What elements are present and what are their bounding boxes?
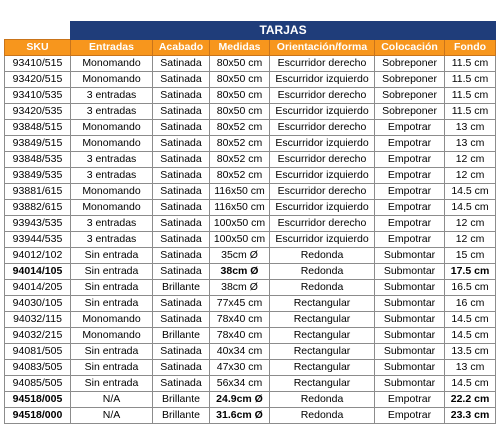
cell-entradas: Monomando bbox=[71, 56, 153, 72]
tarjas-table bbox=[4, 21, 496, 424]
cell-fondo: 17.5 cm bbox=[445, 264, 496, 280]
table-row bbox=[5, 104, 496, 120]
cell-acabado: Satinada bbox=[153, 216, 210, 232]
cell-fondo: 16.5 cm bbox=[445, 280, 496, 296]
column-header-orientacion: Orientación/forma bbox=[270, 40, 375, 56]
cell-orientacion: Escurridor izquierdo bbox=[270, 136, 375, 152]
cell-colocacion: Submontar bbox=[375, 312, 445, 328]
cell-acabado: Brillante bbox=[153, 392, 210, 408]
cell-fondo: 23.3 cm bbox=[445, 408, 496, 424]
column-header-acabado: Acabado bbox=[153, 40, 210, 56]
cell-entradas: Sin entrada bbox=[71, 344, 153, 360]
cell-medidas: 116x50 cm bbox=[210, 200, 270, 216]
cell-colocacion: Sobreponer bbox=[375, 104, 445, 120]
table-row bbox=[5, 72, 496, 88]
cell-fondo: 12 cm bbox=[445, 168, 496, 184]
cell-medidas: 77x45 cm bbox=[210, 296, 270, 312]
cell-sku: 93849/515 bbox=[5, 136, 71, 152]
cell-medidas: 80x52 cm bbox=[210, 168, 270, 184]
cell-medidas: 38cm Ø bbox=[210, 280, 270, 296]
cell-entradas: Monomando bbox=[71, 184, 153, 200]
cell-orientacion: Redonda bbox=[270, 408, 375, 424]
cell-acabado: Satinada bbox=[153, 168, 210, 184]
table-row bbox=[5, 360, 496, 376]
cell-entradas: Monomando bbox=[71, 200, 153, 216]
cell-colocacion: Empotrar bbox=[375, 184, 445, 200]
cell-sku: 93410/515 bbox=[5, 56, 71, 72]
cell-orientacion: Escurridor izquierdo bbox=[270, 72, 375, 88]
cell-orientacion: Escurridor izquierdo bbox=[270, 232, 375, 248]
cell-entradas: 3 entradas bbox=[71, 88, 153, 104]
cell-fondo: 14.5 cm bbox=[445, 184, 496, 200]
cell-colocacion: Submontar bbox=[375, 344, 445, 360]
cell-acabado: Brillante bbox=[153, 408, 210, 424]
cell-orientacion: Rectangular bbox=[270, 296, 375, 312]
cell-orientacion: Escurridor derecho bbox=[270, 216, 375, 232]
cell-entradas: Sin entrada bbox=[71, 280, 153, 296]
cell-orientacion: Rectangular bbox=[270, 360, 375, 376]
table-row bbox=[5, 344, 496, 360]
cell-medidas: 80x50 cm bbox=[210, 88, 270, 104]
cell-fondo: 22.2 cm bbox=[445, 392, 496, 408]
table-row bbox=[5, 200, 496, 216]
cell-orientacion: Escurridor izquierdo bbox=[270, 200, 375, 216]
table-row bbox=[5, 232, 496, 248]
cell-colocacion: Empotrar bbox=[375, 200, 445, 216]
cell-entradas: Sin entrada bbox=[71, 296, 153, 312]
cell-colocacion: Empotrar bbox=[375, 136, 445, 152]
table-row bbox=[5, 248, 496, 264]
title-spacer bbox=[5, 22, 71, 40]
cell-fondo: 12 cm bbox=[445, 232, 496, 248]
table-row bbox=[5, 88, 496, 104]
cell-orientacion: Redonda bbox=[270, 264, 375, 280]
cell-orientacion: Rectangular bbox=[270, 376, 375, 392]
cell-acabado: Satinada bbox=[153, 136, 210, 152]
table-row bbox=[5, 280, 496, 296]
cell-entradas: Sin entrada bbox=[71, 248, 153, 264]
cell-entradas: 3 entradas bbox=[71, 104, 153, 120]
table-row bbox=[5, 264, 496, 280]
cell-orientacion: Rectangular bbox=[270, 328, 375, 344]
cell-medidas: 78x40 cm bbox=[210, 328, 270, 344]
cell-sku: 93410/535 bbox=[5, 88, 71, 104]
cell-acabado: Satinada bbox=[153, 296, 210, 312]
cell-orientacion: Escurridor izquierdo bbox=[270, 168, 375, 184]
cell-colocacion: Submontar bbox=[375, 280, 445, 296]
table-title: TARJAS bbox=[71, 22, 496, 40]
table-row bbox=[5, 312, 496, 328]
cell-sku: 93848/515 bbox=[5, 120, 71, 136]
cell-acabado: Satinada bbox=[153, 88, 210, 104]
cell-colocacion: Empotrar bbox=[375, 152, 445, 168]
cell-medidas: 78x40 cm bbox=[210, 312, 270, 328]
cell-acabado: Satinada bbox=[153, 376, 210, 392]
cell-colocacion: Empotrar bbox=[375, 392, 445, 408]
cell-fondo: 13 cm bbox=[445, 136, 496, 152]
cell-medidas: 100x50 cm bbox=[210, 216, 270, 232]
cell-acabado: Satinada bbox=[153, 152, 210, 168]
table-row bbox=[5, 392, 496, 408]
table-row bbox=[5, 168, 496, 184]
cell-sku: 93943/535 bbox=[5, 216, 71, 232]
cell-fondo: 12 cm bbox=[445, 152, 496, 168]
cell-entradas: 3 entradas bbox=[71, 168, 153, 184]
cell-acabado: Satinada bbox=[153, 72, 210, 88]
table-row bbox=[5, 152, 496, 168]
cell-entradas: Sin entrada bbox=[71, 376, 153, 392]
cell-sku: 93882/615 bbox=[5, 200, 71, 216]
cell-fondo: 14.5 cm bbox=[445, 328, 496, 344]
cell-sku: 94012/102 bbox=[5, 248, 71, 264]
cell-acabado: Satinada bbox=[153, 344, 210, 360]
cell-fondo: 11.5 cm bbox=[445, 56, 496, 72]
cell-entradas: 3 entradas bbox=[71, 232, 153, 248]
cell-sku: 94032/115 bbox=[5, 312, 71, 328]
cell-sku: 93420/535 bbox=[5, 104, 71, 120]
cell-sku: 93881/615 bbox=[5, 184, 71, 200]
cell-sku: 94032/215 bbox=[5, 328, 71, 344]
cell-entradas: Monomando bbox=[71, 312, 153, 328]
cell-colocacion: Sobreponer bbox=[375, 72, 445, 88]
table-row bbox=[5, 216, 496, 232]
cell-medidas: 80x52 cm bbox=[210, 152, 270, 168]
cell-entradas: Monomando bbox=[71, 136, 153, 152]
cell-entradas: 3 entradas bbox=[71, 216, 153, 232]
column-header-sku: SKU bbox=[5, 40, 71, 56]
cell-fondo: 11.5 cm bbox=[445, 72, 496, 88]
cell-acabado: Satinada bbox=[153, 120, 210, 136]
title-row bbox=[5, 22, 496, 40]
cell-medidas: 80x50 cm bbox=[210, 72, 270, 88]
column-header-medidas: Medidas bbox=[210, 40, 270, 56]
cell-fondo: 11.5 cm bbox=[445, 88, 496, 104]
cell-sku: 93849/535 bbox=[5, 168, 71, 184]
cell-orientacion: Escurridor derecho bbox=[270, 184, 375, 200]
cell-sku: 93944/535 bbox=[5, 232, 71, 248]
cell-acabado: Brillante bbox=[153, 328, 210, 344]
cell-medidas: 38cm Ø bbox=[210, 264, 270, 280]
cell-acabado: Satinada bbox=[153, 200, 210, 216]
cell-colocacion: Submontar bbox=[375, 296, 445, 312]
cell-colocacion: Empotrar bbox=[375, 120, 445, 136]
cell-sku: 94081/505 bbox=[5, 344, 71, 360]
table-row bbox=[5, 408, 496, 424]
cell-colocacion: Empotrar bbox=[375, 408, 445, 424]
table-row bbox=[5, 376, 496, 392]
cell-colocacion: Sobreponer bbox=[375, 88, 445, 104]
cell-medidas: 24.9cm Ø bbox=[210, 392, 270, 408]
cell-acabado: Satinada bbox=[153, 232, 210, 248]
cell-fondo: 13 cm bbox=[445, 120, 496, 136]
cell-sku: 94083/505 bbox=[5, 360, 71, 376]
cell-medidas: 56x34 cm bbox=[210, 376, 270, 392]
cell-entradas: Monomando bbox=[71, 328, 153, 344]
column-header-fondo: Fondo bbox=[445, 40, 496, 56]
cell-fondo: 12 cm bbox=[445, 216, 496, 232]
cell-entradas: 3 entradas bbox=[71, 152, 153, 168]
cell-fondo: 14.5 cm bbox=[445, 312, 496, 328]
cell-orientacion: Escurridor derecho bbox=[270, 56, 375, 72]
cell-entradas: Sin entrada bbox=[71, 360, 153, 376]
table-row bbox=[5, 56, 496, 72]
cell-medidas: 47x30 cm bbox=[210, 360, 270, 376]
cell-entradas: Monomando bbox=[71, 120, 153, 136]
cell-sku: 94030/105 bbox=[5, 296, 71, 312]
cell-medidas: 80x50 cm bbox=[210, 104, 270, 120]
cell-acabado: Satinada bbox=[153, 360, 210, 376]
cell-acabado: Satinada bbox=[153, 184, 210, 200]
table-row bbox=[5, 328, 496, 344]
table-row bbox=[5, 296, 496, 312]
cell-orientacion: Escurridor derecho bbox=[270, 120, 375, 136]
cell-acabado: Satinada bbox=[153, 56, 210, 72]
cell-sku: 94518/005 bbox=[5, 392, 71, 408]
column-header-entradas: Entradas bbox=[71, 40, 153, 56]
cell-medidas: 116x50 cm bbox=[210, 184, 270, 200]
product-sheet bbox=[4, 21, 495, 424]
cell-acabado: Satinada bbox=[153, 312, 210, 328]
cell-entradas: N/A bbox=[71, 392, 153, 408]
cell-colocacion: Submontar bbox=[375, 328, 445, 344]
cell-orientacion: Escurridor derecho bbox=[270, 152, 375, 168]
table-body bbox=[5, 56, 496, 424]
cell-acabado: Satinada bbox=[153, 264, 210, 280]
cell-sku: 94085/505 bbox=[5, 376, 71, 392]
cell-orientacion: Redonda bbox=[270, 392, 375, 408]
cell-acabado: Brillante bbox=[153, 280, 210, 296]
cell-fondo: 13.5 cm bbox=[445, 344, 496, 360]
cell-entradas: Sin entrada bbox=[71, 264, 153, 280]
cell-fondo: 11.5 cm bbox=[445, 104, 496, 120]
table-row bbox=[5, 136, 496, 152]
header-row bbox=[5, 40, 496, 56]
table-row bbox=[5, 184, 496, 200]
cell-acabado: Satinada bbox=[153, 104, 210, 120]
cell-entradas: N/A bbox=[71, 408, 153, 424]
cell-fondo: 16 cm bbox=[445, 296, 496, 312]
cell-fondo: 13 cm bbox=[445, 360, 496, 376]
cell-fondo: 14.5 cm bbox=[445, 200, 496, 216]
cell-medidas: 80x52 cm bbox=[210, 136, 270, 152]
cell-colocacion: Empotrar bbox=[375, 168, 445, 184]
cell-sku: 94014/105 bbox=[5, 264, 71, 280]
cell-medidas: 40x34 cm bbox=[210, 344, 270, 360]
cell-sku: 93420/515 bbox=[5, 72, 71, 88]
cell-medidas: 80x52 cm bbox=[210, 120, 270, 136]
cell-colocacion: Submontar bbox=[375, 264, 445, 280]
cell-fondo: 14.5 cm bbox=[445, 376, 496, 392]
cell-orientacion: Escurridor derecho bbox=[270, 88, 375, 104]
cell-medidas: 31.6cm Ø bbox=[210, 408, 270, 424]
cell-fondo: 15 cm bbox=[445, 248, 496, 264]
cell-orientacion: Redonda bbox=[270, 248, 375, 264]
cell-colocacion: Submontar bbox=[375, 376, 445, 392]
cell-orientacion: Escurridor izquierdo bbox=[270, 104, 375, 120]
cell-acabado: Satinada bbox=[153, 248, 210, 264]
cell-medidas: 100x50 cm bbox=[210, 232, 270, 248]
cell-orientacion: Redonda bbox=[270, 280, 375, 296]
cell-sku: 94518/000 bbox=[5, 408, 71, 424]
table-row bbox=[5, 120, 496, 136]
cell-medidas: 35cm Ø bbox=[210, 248, 270, 264]
column-header-colocacion: Colocación bbox=[375, 40, 445, 56]
cell-sku: 94014/205 bbox=[5, 280, 71, 296]
cell-colocacion: Sobreponer bbox=[375, 56, 445, 72]
cell-medidas: 80x50 cm bbox=[210, 56, 270, 72]
cell-colocacion: Empotrar bbox=[375, 232, 445, 248]
cell-colocacion: Submontar bbox=[375, 360, 445, 376]
cell-entradas: Monomando bbox=[71, 72, 153, 88]
cell-orientacion: Rectangular bbox=[270, 312, 375, 328]
cell-sku: 93848/535 bbox=[5, 152, 71, 168]
cell-orientacion: Rectangular bbox=[270, 344, 375, 360]
cell-colocacion: Empotrar bbox=[375, 216, 445, 232]
cell-colocacion: Submontar bbox=[375, 248, 445, 264]
